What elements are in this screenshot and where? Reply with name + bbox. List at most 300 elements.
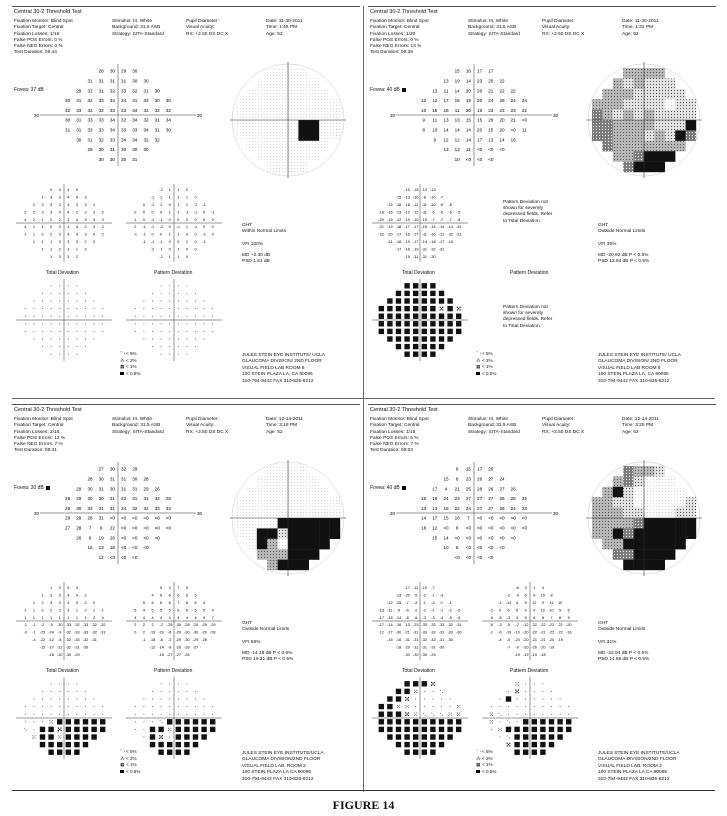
probability-symbol (379, 727, 384, 732)
probability-symbol (161, 339, 162, 340)
probability-symbol (186, 308, 187, 309)
grayscale-cell (602, 110, 613, 121)
header-line: Test Duration: 09:28 (370, 50, 413, 56)
deviation-value: -20 (378, 217, 385, 222)
probability-symbol (534, 683, 535, 684)
probability-symbol (193, 734, 198, 739)
global-indices (242, 242, 286, 265)
header-line: RX: +2.50 DS DC X (186, 31, 229, 37)
probability-symbol (33, 729, 34, 730)
grayscale-cell (634, 68, 645, 79)
threshold-value: 28 (98, 68, 104, 74)
grayscale-cell (634, 466, 645, 477)
threshold-value: 30 (132, 78, 138, 84)
grayscale-cell (686, 528, 697, 539)
deviation-value: -14 (421, 240, 428, 244)
grayscale-map (586, 460, 706, 580)
grayscale-cell (298, 549, 309, 560)
probability-symbol (439, 719, 444, 724)
deviation-value: -32 (74, 623, 80, 628)
deviation-value: -33 (421, 623, 428, 628)
grayscale-cell (613, 89, 624, 100)
grayscale-cell (246, 508, 257, 519)
probability-symbol (379, 306, 384, 311)
probability-symbol (135, 323, 136, 324)
probability-symbol (176, 734, 181, 739)
address-line: VISUAL FIELD LAB, ROOM 2 (242, 763, 306, 769)
grayscale-cell (654, 549, 665, 560)
grayscale-cell (686, 508, 697, 519)
deviation-value: 3 (75, 232, 78, 237)
probability-symbol (404, 750, 409, 755)
threshold-value: 18 (432, 496, 438, 502)
probability-symbol (143, 714, 144, 715)
threshold-value: 15 (443, 476, 449, 482)
threshold-value: 16 (510, 137, 516, 143)
grayscale-cell (257, 78, 268, 89)
threshold-value: 15 (465, 117, 471, 123)
grayscale-cell (592, 518, 603, 529)
grayscale-cell (267, 539, 278, 550)
legend-label: < 5% (126, 749, 137, 754)
probability-symbol (422, 329, 427, 334)
vfi-value: VFI 35% (598, 242, 617, 248)
deviation-value: 2 (50, 217, 53, 222)
probability-symbol (152, 714, 153, 715)
report-panel-4 (368, 404, 716, 795)
header-line: RX: +2.50 DS DC X (542, 429, 585, 435)
note-line: shown for severely (503, 206, 543, 212)
grayscale-cell (246, 130, 257, 141)
threshold-value: 17 (477, 68, 483, 74)
threshold-value: 24 (499, 476, 505, 482)
deviation-value: 3 (50, 210, 53, 215)
deviation-value: 0 (211, 232, 214, 237)
threshold-value: <0 (488, 545, 494, 551)
header-col3 (542, 417, 584, 436)
probability-symbol (152, 316, 153, 317)
grayscale-cell (278, 110, 289, 121)
grayscale-cell (654, 89, 665, 100)
probability-symbol (42, 308, 43, 309)
probability-symbol (404, 283, 409, 288)
probability-symbol (68, 706, 69, 707)
grayscale-cell (613, 476, 624, 487)
institution-address (242, 751, 324, 783)
probability-symbol (143, 721, 144, 722)
threshold-value: 32 (143, 117, 149, 123)
deviation-value: -1 (202, 240, 206, 244)
probability-symbol (507, 743, 511, 747)
threshold-value: 32 (121, 117, 127, 123)
grayscale-cell (644, 518, 655, 529)
vfi-value: VFI 58% (242, 640, 261, 646)
probability-symbol (441, 706, 442, 707)
deviation-value: -18 (395, 645, 402, 650)
deviation-value: -11 (387, 608, 393, 613)
deviation-value: -2 (159, 623, 163, 628)
probability-symbol (152, 691, 153, 692)
header-line: Background: 31.5 ASB (112, 25, 161, 31)
deviation-value: 4 (58, 210, 61, 215)
legend-label: < 1% (482, 762, 493, 767)
probability-symbol (440, 307, 444, 311)
probability-symbol (68, 699, 69, 700)
deviation-value: 1 (134, 217, 137, 222)
deviation-value: -2 (414, 608, 418, 613)
deviation-value: 1 (160, 203, 163, 207)
threshold-value: 20 (499, 127, 505, 133)
deviation-value: -28 (201, 638, 207, 642)
deviation-value: -8 (405, 615, 409, 620)
probability-symbol (210, 727, 215, 732)
header-line: Time: 3:18 PM (266, 423, 298, 429)
probability-symbol (178, 331, 179, 332)
deviation-value: 1 (185, 203, 188, 207)
probability-symbol (540, 727, 545, 732)
deviation-value: 1 (177, 254, 180, 259)
grayscale-cell (644, 560, 655, 571)
deviation-value: -8 (457, 217, 461, 222)
threshold-value: <0 (143, 535, 149, 541)
probability-symbol (387, 298, 392, 303)
pattern-deviation-values (480, 582, 580, 662)
header-line: Visual Acuity: (542, 25, 571, 31)
deviation-value: 2 (75, 210, 78, 215)
deviation-value: -18 (48, 652, 54, 657)
deviation-value: 2 (84, 593, 87, 598)
deviation-value: 0 (93, 232, 96, 237)
probability-symbol (396, 727, 401, 732)
probability-symbol (404, 742, 409, 747)
probability-symbol (94, 316, 95, 317)
grayscale-cell (298, 78, 309, 89)
threshold-value: <0 (499, 515, 505, 521)
grayscale-cell (602, 120, 613, 131)
grayscale-cell (267, 466, 278, 477)
probability-symbol (379, 314, 384, 319)
probability-symbol (551, 691, 552, 692)
deviation-value: -17 (378, 615, 385, 620)
probability-symbol (422, 750, 427, 755)
deviation-value: -19 (404, 240, 410, 244)
threshold-value: 23 (477, 78, 483, 84)
deviation-value: 0 (142, 217, 145, 222)
header-col1 (370, 417, 429, 455)
deviation-value: -33 (447, 630, 453, 635)
grayscale-cell (278, 130, 289, 141)
probability-symbol (135, 729, 136, 730)
deviation-value: -1 (142, 225, 146, 230)
grayscale-cell (665, 141, 676, 152)
threshold-value: 31 (76, 98, 82, 104)
probability-symbol (523, 734, 528, 739)
probability-symbol (387, 734, 392, 739)
threshold-value: 26 (477, 476, 483, 482)
threshold-value: 31 (76, 127, 82, 133)
probability-symbol (186, 699, 187, 700)
grayscale-cell (634, 539, 645, 550)
probability-symbol (85, 331, 86, 332)
deviation-value: 4 (24, 225, 27, 230)
probability-symbol (204, 316, 205, 317)
deviation-value: -4 (32, 638, 36, 642)
probability-symbol (396, 321, 401, 326)
deviation-value: 2 (93, 615, 96, 620)
axis-label-left: 30 (390, 112, 396, 118)
deviation-value: -14 (430, 225, 436, 230)
threshold-value: 15 (432, 107, 438, 113)
total-deviation-values (14, 582, 114, 662)
header-line: Date: 11-30-2011 (622, 19, 659, 24)
probability-symbol (404, 291, 409, 296)
threshold-value: <0 (120, 535, 127, 541)
grayscale-cell (644, 99, 655, 110)
deviation-value: -17 (395, 247, 402, 252)
probability-symbol (66, 742, 71, 747)
probability-symbol (76, 699, 77, 700)
deviation-value: -1 (431, 593, 435, 598)
grayscale-cell (298, 89, 309, 100)
deviation-value: -1 (159, 217, 163, 222)
report-panel-1 (12, 6, 360, 397)
threshold-value: 20 (477, 98, 483, 104)
threshold-value: 15 (465, 466, 471, 472)
threshold-value: 24 (443, 496, 449, 502)
probability-symbol (85, 308, 86, 309)
deviation-value: -3 (498, 623, 502, 628)
probability-symbol (135, 721, 136, 722)
threshold-value: 34 (143, 127, 149, 133)
probability-symbol (94, 331, 95, 332)
probability-symbol (48, 742, 53, 747)
grayscale-cell (236, 130, 247, 141)
threshold-value: 11 (454, 107, 460, 113)
grayscale-cell (257, 151, 268, 162)
probability-symbol (76, 323, 77, 324)
probability-symbol (42, 346, 43, 347)
deviation-value: -1 (439, 608, 444, 613)
header-line: Background: 31.5 ASB (112, 423, 161, 429)
probability-symbol (447, 336, 452, 341)
probability-symbol (404, 321, 409, 326)
deviation-value: -19 (557, 638, 563, 642)
grayscale-cell (267, 487, 278, 498)
address-line: JULES STEIN EYE INSTITUTE/ UCLA (598, 353, 681, 358)
global-indices (242, 640, 293, 663)
threshold-value: <0 (521, 525, 528, 531)
deviation-value: -7 (405, 601, 409, 605)
dots-medium-icon: ⁂ (476, 755, 481, 761)
grayscale-cell (288, 466, 299, 477)
probability-symbol (430, 283, 435, 288)
header-line: Fixation Target: Central (370, 25, 420, 31)
address-line: JULES STEIN EYE INSTITUTE/UCLA (598, 751, 680, 756)
probability-symbol (396, 314, 401, 319)
grayscale-cell (686, 518, 697, 529)
probability-symbol (42, 699, 43, 700)
threshold-value: 18 (454, 98, 460, 104)
threshold-value: 30 (165, 127, 171, 133)
axis-label-left: 30 (390, 510, 396, 516)
grayscale-cell (623, 68, 634, 79)
deviation-value: 8 (541, 615, 544, 620)
header-col4 (622, 417, 659, 436)
header-line: Age: 52 (622, 429, 639, 435)
deviation-value: -21 (540, 630, 546, 635)
deviation-value: -16 (387, 615, 393, 620)
legend-label: < 0.5% (126, 768, 141, 774)
threshold-value: 15 (488, 127, 494, 133)
deviation-value: 1 (67, 615, 70, 620)
deviation-value: 0 (168, 203, 171, 207)
header-col4 (622, 19, 659, 38)
header-col4 (266, 417, 303, 436)
grayscale-cell (644, 110, 655, 121)
deviation-value: 2 (134, 623, 137, 628)
grayscale-cell (298, 560, 309, 571)
grayscale-cell (288, 141, 299, 152)
grayscale-cell (330, 99, 341, 110)
probability-symbol (68, 339, 69, 340)
threshold-value: 20 (488, 466, 494, 472)
probability-symbol (204, 706, 205, 707)
grayscale-cell (288, 130, 299, 141)
grayscale-cell (319, 120, 330, 131)
deviation-value: -7 (439, 195, 444, 200)
deviation-value: -2 (422, 608, 426, 613)
threshold-value: 32 (121, 496, 127, 502)
deviation-value: 4 (168, 615, 171, 620)
grayscale-cell (654, 528, 665, 539)
deviation-value: -9 (515, 645, 519, 650)
threshold-value: 23 (488, 107, 494, 113)
header-line: False NEG Errors: 0 % (14, 44, 63, 50)
deviation-value: -31 (91, 638, 97, 642)
probability-symbol (102, 316, 103, 317)
probability-symbol (432, 706, 433, 707)
deviation-value: -27 (175, 652, 182, 657)
probability-symbol (152, 301, 153, 302)
deviation-value: 1 (50, 240, 53, 244)
deviation-value: -18 (395, 225, 402, 230)
threshold-value: 13 (443, 147, 449, 153)
deviation-value: 3 (67, 247, 70, 252)
total-deviation-map (14, 279, 114, 363)
deviation-value: -31 (455, 623, 462, 628)
grayscale-cell (267, 78, 278, 89)
probability-symbol (59, 706, 60, 707)
deviation-value: 1 (75, 615, 78, 620)
probability-symbol (430, 352, 435, 357)
grayscale-cell (644, 89, 655, 100)
probability-symbol (48, 734, 53, 739)
deviation-value: -32 (430, 630, 436, 635)
deviation-value: 1 (67, 225, 70, 230)
grayscale-cell (330, 528, 341, 539)
probability-symbol (201, 719, 206, 724)
deviation-value: -16 (404, 203, 410, 207)
probability-symbol (430, 750, 435, 755)
header-line: Date: 11-30-2011 (266, 19, 303, 24)
probability-symbol (68, 714, 69, 715)
deviation-value: 2 (41, 232, 44, 237)
threshold-value: <0 (143, 545, 149, 551)
grayscale-cell (592, 497, 603, 508)
threshold-value: 13 (432, 88, 438, 94)
threshold-value: 32 (154, 107, 160, 113)
deviation-value: 6 (524, 593, 527, 598)
probability-symbol (59, 323, 60, 324)
grayscale-cell (288, 560, 299, 571)
grayscale-cell (309, 549, 320, 560)
grayscale-cell (665, 110, 676, 121)
probability-symbol (178, 346, 179, 347)
grayscale-cell (267, 518, 278, 529)
probability-symbol (542, 706, 543, 707)
grayscale-cell (288, 162, 299, 173)
deviation-value: 5 (160, 608, 163, 613)
pattern-deviation-note (503, 200, 552, 225)
probability-symbol (178, 354, 179, 355)
threshold-value: 17 (488, 68, 494, 74)
deviation-value: 1 (41, 240, 44, 244)
probability-symbol (457, 307, 461, 311)
probability-symbol (508, 691, 509, 692)
deviation-value: -1 (193, 210, 198, 215)
grayscale-cell (654, 78, 665, 89)
probability-symbol (59, 301, 60, 302)
probability-symbol (152, 323, 153, 324)
probability-symbol (59, 339, 60, 340)
legend-label: < 2% (126, 357, 137, 363)
institution-address (242, 353, 325, 385)
deviation-value: 6 (185, 593, 188, 598)
grayscale-cell (288, 487, 299, 498)
checker-icon: ▦ (476, 762, 481, 767)
grayscale-cell (623, 508, 634, 519)
threshold-value: 32 (87, 98, 93, 104)
grayscale-cell (298, 466, 309, 477)
header-line: Fixation Losses: 1/20 (370, 31, 416, 37)
deviation-value: -15 (387, 638, 393, 642)
probability-symbol (499, 699, 500, 700)
threshold-value: 28 (87, 476, 93, 482)
legend-label: < 2% (482, 755, 493, 761)
grayscale-cell (665, 539, 676, 550)
grayscale-cell (675, 99, 686, 110)
probability-symbol (439, 344, 444, 349)
grayscale-cell (257, 497, 268, 508)
deviation-value: 1 (84, 615, 87, 620)
probability-symbol (379, 704, 384, 709)
grayscale-cell (278, 549, 289, 560)
deviation-value: -19 (412, 247, 419, 252)
probability-symbol (422, 742, 427, 747)
deviation-value: -16 (404, 247, 410, 252)
deviation-value: 4 (75, 195, 78, 200)
probability-symbol (169, 737, 170, 738)
grayscale-cell (623, 497, 634, 508)
header-line: RX: +2.50 DS DC X (186, 429, 229, 435)
grayscale-cell (309, 151, 320, 162)
threshold-value: 34 (121, 98, 127, 104)
probability-symbol (59, 699, 60, 700)
deviation-value: 1 (24, 608, 27, 613)
total-deviation-label: Total Deviation (46, 668, 79, 674)
probability-symbol (186, 285, 187, 286)
probability-symbol (58, 728, 62, 732)
